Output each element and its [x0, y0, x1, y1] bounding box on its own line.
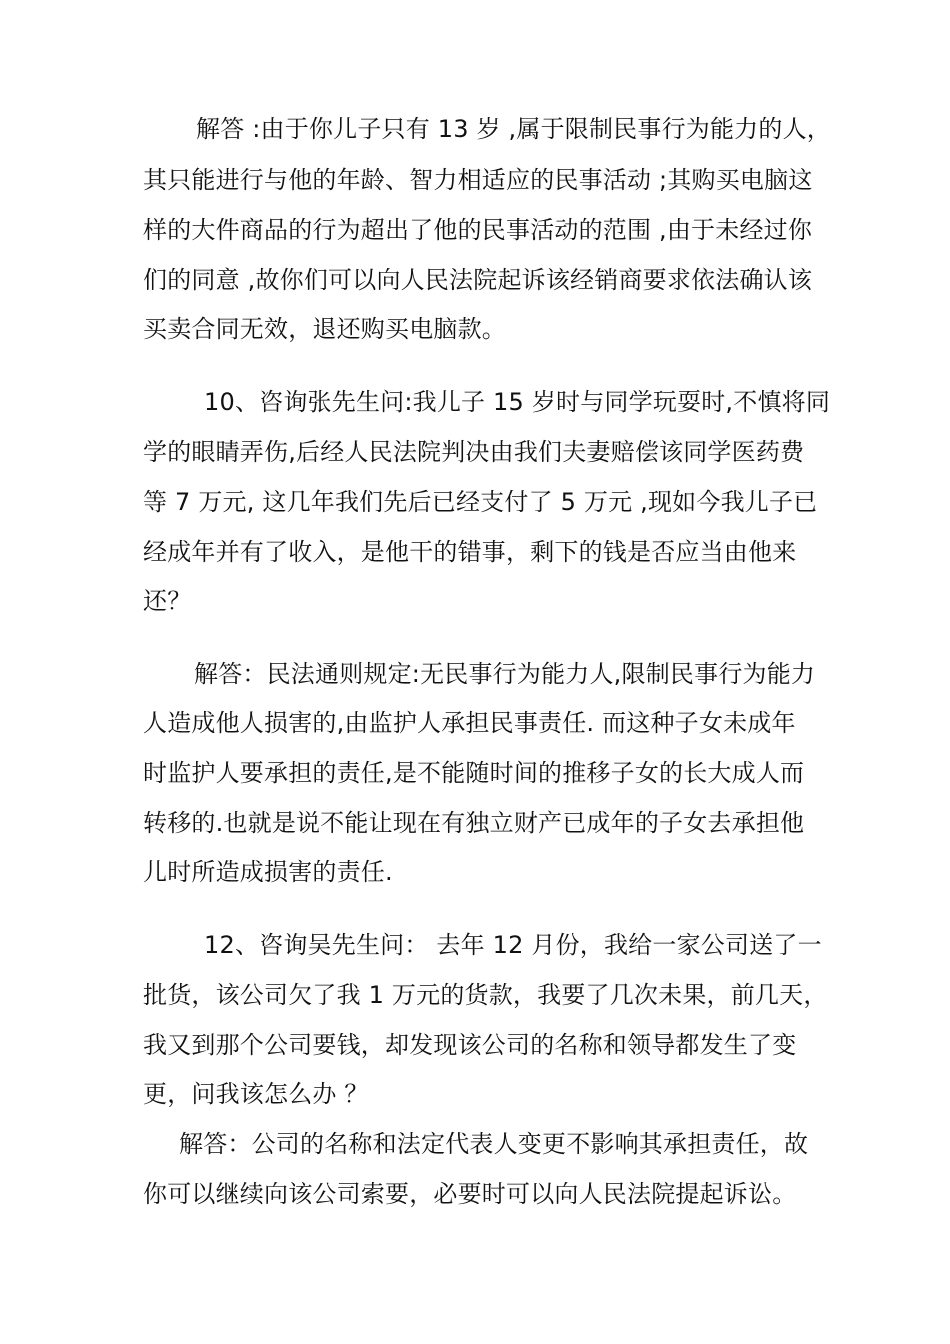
- answer-12-line-2: 你可以继续向该公司索要，必要时可以向人民法院提起诉讼。: [143, 1180, 797, 1208]
- answer-10-line-4: 转移的.也就是说不能让现在有独立财产已成年的子女去承担他: [143, 809, 805, 837]
- question-10-line-4: 经成年并有了收入，是他干的错事，剩下的钱是否应当由他来: [143, 538, 797, 566]
- question-12-line-3: 我又到那个公司要钱，却发现该公司的名称和领导都发生了变: [143, 1031, 797, 1059]
- question-10-line-2: 学的眼睛弄伤,后经人民法院判决由我们夫妻赔偿该同学医药费: [143, 438, 805, 466]
- question-12-line-4: 更，问我该怎么办 ？: [143, 1080, 369, 1108]
- question-10-line-1: 10、咨询张先生问:我儿子 15 岁时与同学玩耍时,不慎将同: [204, 388, 831, 416]
- question-12-line-1: 12、咨询吴先生问： 去年 12 月份，我给一家公司送了一: [204, 931, 822, 959]
- answer-10-line-1: 解答：民法通则规定:无民事行为能力人,限制民事行为能力: [194, 660, 816, 688]
- answer-1-line-2: 其只能进行与他的年龄、智力相适应的民事活动 ;其购买电脑这: [143, 166, 813, 194]
- question-12-line-2: 批货，该公司欠了我 1 万元的货款，我要了几次未果，前几天，: [143, 981, 828, 1009]
- answer-1-line-5: 买卖合同无效，退还购买电脑款。: [143, 315, 506, 343]
- answer-1-line-4: 们的同意 ,故你们可以向人民法院起诉该经销商要求依法确认该: [143, 266, 813, 294]
- answer-1-line-1: 解答 :由于你儿子只有 13 岁 ,属于限制民事行为能力的人，: [196, 115, 831, 143]
- question-10-line-5: 还？: [143, 587, 192, 615]
- answer-10-line-2: 人造成他人损害的,由监护人承担民事责任. 而这种子女未成年: [143, 709, 796, 737]
- answer-10-line-3: 时监护人要承担的责任,是不能随时间的推移子女的长大成人而: [143, 759, 805, 787]
- answer-10-line-5: 儿时所造成损害的责任.: [143, 858, 393, 886]
- answer-12-line-1: 解答：公司的名称和法定代表人变更不影响其承担责任，故: [179, 1130, 809, 1158]
- answer-1-line-3: 样的大件商品的行为超出了他的民事活动的范围 ,由于未经过你: [143, 216, 813, 244]
- question-10-line-3: 等 7 万元, 这几年我们先后已经支付了 5 万元 ,现如今我儿子已: [143, 488, 818, 516]
